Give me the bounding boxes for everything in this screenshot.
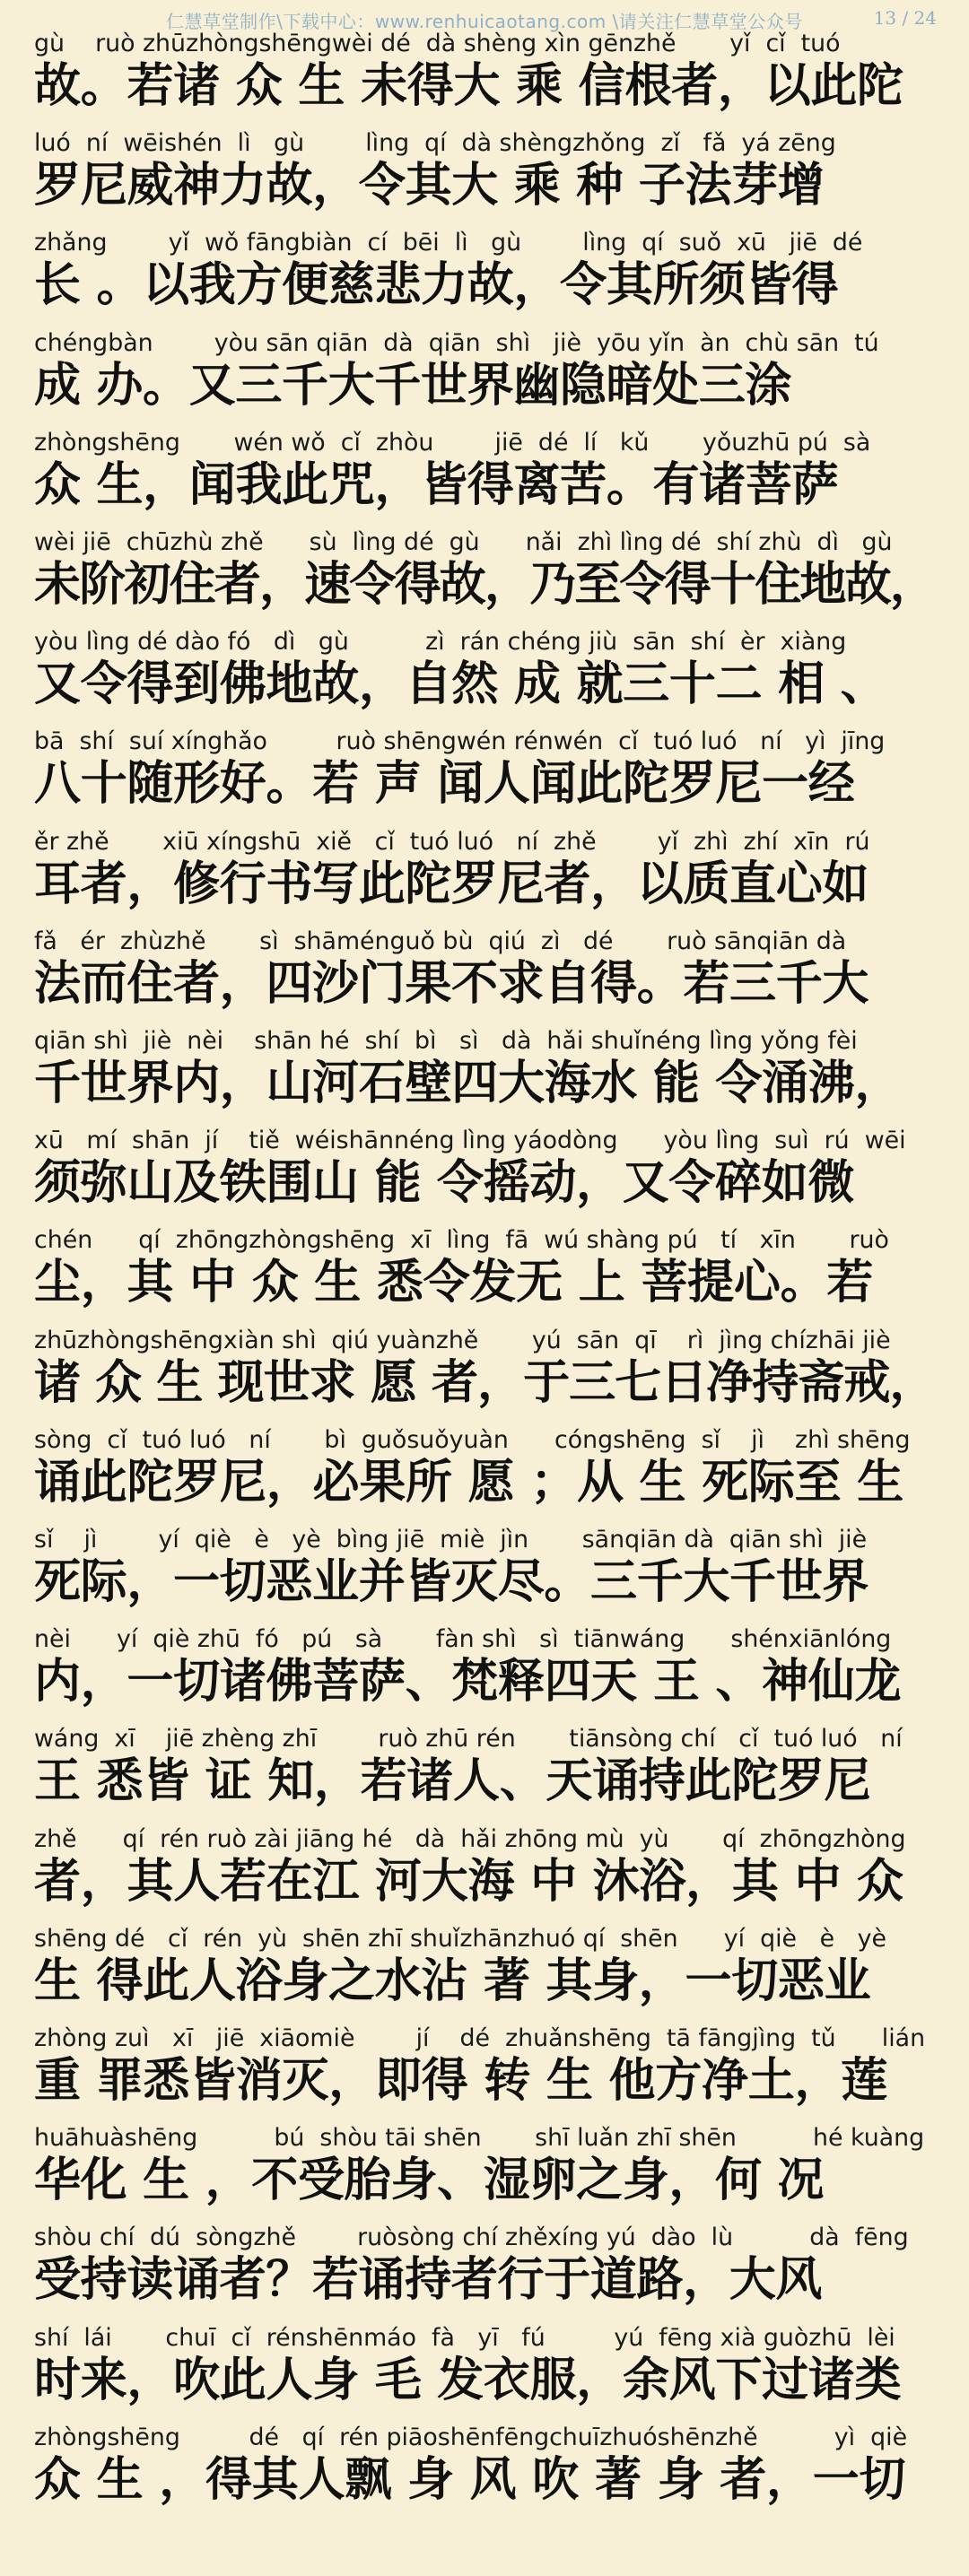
text-line xyxy=(34,230,940,328)
pinyin-line: shòu chí dú sòngzhě ruòsòng chí zhěxíng yú dào lù dà fēng xyxy=(34,2224,909,2252)
pinyin-line: bā shí suí xínghǎo ruò shēngwén rénwén cǐ tuó luó ní yì jīng xyxy=(34,728,886,756)
text-line xyxy=(34,30,940,129)
pinyin-line: zhūzhòngshēngxiàn shì qiú yuànzhě yú sān qī rì jìng chízhāi jiè xyxy=(34,1327,891,1354)
hanzi-line: 八十随形好。若 声 闻人闻此陀罗尼一经 xyxy=(34,757,855,812)
pinyin-line: wáng xī jiē zhèng zhī ruò zhū rén tiānsòng chí cǐ tuó luó ní xyxy=(34,1726,903,1754)
hanzi-line: 诸 众 生 现世求 愿 者，于三七日净持斋戒， xyxy=(34,1355,936,1410)
pinyin-line: sòng cǐ tuó luó ní bì guǒsuǒyuàn cóngshēng sǐ jì zhì shēng xyxy=(34,1426,911,1454)
text-line xyxy=(34,430,940,528)
text-line xyxy=(34,2125,940,2224)
hanzi-line: 生 得此人浴身之水沾 著 其身，一切恶业 xyxy=(34,1954,871,2008)
hanzi-line: 众 生，闻我此咒，皆得离苦。有诸菩萨 xyxy=(34,457,839,512)
pinyin-line: fǎ ér zhùzhě sì shāménguǒ bù qiú zì dé ruò sānqiān dà xyxy=(34,927,847,955)
pinyin-line: gù ruò zhūzhòngshēngwèi dé dà shèng xìn gēnzhě yǐ cǐ tuó xyxy=(34,30,841,57)
hanzi-line: 者，其人若在江 河大海 中 沐浴，其 中 众 xyxy=(34,1854,904,1909)
hanzi-line: 受持读诵者？若诵持者行于道路，大风 xyxy=(34,2253,823,2308)
pinyin-line: nèi yí qiè zhū fó pú sà fàn shì sì tiānwáng shénxiānlóng xyxy=(34,1626,892,1654)
text-line xyxy=(34,1826,940,1925)
hanzi-line: 死际，一切恶业并皆灭尽。三千大千世界 xyxy=(34,1555,869,1609)
pinyin-line: huāhuàshēng bú shòu tāi shēn shī luǎn zhī shēn hé kuàng xyxy=(34,2125,925,2153)
text-line xyxy=(34,330,940,429)
text-line xyxy=(34,629,940,727)
hanzi-line: 重 罪悉皆消灭，即得 转 生 他方净土，莲 xyxy=(34,2054,887,2108)
pinyin-line: chén qí zhōngzhòngshēng xī lìng fā wú shàng pú tí xīn ruò xyxy=(34,1227,889,1255)
hanzi-line: 故。若诸 众 生 未得大 乘 信根者，以此陀 xyxy=(34,59,904,113)
hanzi-line: 成 办。又三千大千世界幽隐暗处三涂 xyxy=(34,358,792,413)
hanzi-line: 须弥山及铁围山 能 令摇动，又令碎如微 xyxy=(34,1156,855,1211)
pinyin-line: shí lái chuī cǐ rénshēnmáo fà yī fú yú fēng xià guòzhū lèi xyxy=(34,2324,895,2352)
pinyin-line: ěr zhě xiū xíngshū xiě cǐ tuó luó ní zhě yǐ zhì zhí xīn rú xyxy=(34,828,870,856)
text-line xyxy=(34,529,940,628)
text-line xyxy=(34,1626,940,1725)
text-line xyxy=(34,1028,940,1127)
pinyin-line: qiān shì jiè nèi shān hé shí bì sì dà hǎi shuǐnéng lìng yǒng fèi xyxy=(34,1028,858,1055)
pinyin-line: zhě qí rén ruò zài jiāng hé dà hǎi zhōng mù yù qí zhōngzhòng xyxy=(34,1825,906,1853)
text-line xyxy=(34,130,940,229)
text-line xyxy=(34,1726,940,1824)
hanzi-line: 内，一切诸佛菩萨、梵释四天 王 、神仙龙 xyxy=(34,1655,902,1710)
hanzi-line: 长 。以我方便慈悲力故，令其所须皆得 xyxy=(34,258,839,313)
hanzi-line: 法而住者，四沙门果不求自得。若三千大 xyxy=(34,956,869,1011)
pinyin-line: zhǎng yǐ wǒ fāngbiàn cí bēi lì gù lìng qí suǒ xū jiē dé xyxy=(34,230,863,257)
pinyin-line: yòu lìng dé dào fó dì gù zì rán chéng jiù sān shí èr xiàng xyxy=(34,629,847,657)
text-line xyxy=(34,2325,940,2424)
pinyin-line: wèi jiē chūzhù zhě sù lìng dé gù nǎi zhì lìng dé shí zhù dì gù xyxy=(34,529,893,556)
text-line xyxy=(34,829,940,927)
hanzi-line: 又令得到佛地故，自然 成 就三十二 相 、 xyxy=(34,657,887,712)
hanzi-line: 诵此陀罗尼，必果所 愿 ；从 生 死际至 生 xyxy=(34,1455,904,1510)
pinyin-line: luó ní wēishén lì gù lìng qí dà shèngzhǒng zǐ fǎ yá zēng xyxy=(34,130,836,158)
hanzi-line: 尘，其 中 众 生 悉令发无 上 菩提心。若 xyxy=(34,1256,874,1310)
pinyin-line: zhòng zuì xī jiē xiāomiè jí dé zhuǎnshēng tā fāngjìng tǔ lián xyxy=(34,2025,926,2052)
pinyin-line: xū mí shān jí tiě wéishānnéng lìng yáodòng yòu lìng suì rú wēi xyxy=(34,1127,906,1155)
text-line xyxy=(34,2025,940,2124)
hanzi-line: 耳者，修行书写此陀罗尼者，以质直心如 xyxy=(34,857,869,911)
text-line xyxy=(34,1527,940,1625)
text-line xyxy=(34,1227,940,1326)
text-line xyxy=(34,1327,940,1426)
pinyin-line: sǐ jì yí qiè è yè bìng jiē miè jìn sānqiān dà qiān shì jiè xyxy=(34,1527,868,1553)
text-line xyxy=(34,1427,940,1526)
hanzi-line: 未阶初住者，速令得故，乃至令得十住地故， xyxy=(34,558,936,612)
hanzi-line: 王 悉皆 证 知，若诸人、天诵持此陀罗尼 xyxy=(34,1754,871,1809)
pinyin-line: zhòngshēng wén wǒ cǐ zhòu jiē dé lí kǔ yǒuzhū pú sà xyxy=(34,429,871,457)
hanzi-line: 千世界内，山河石壁四大海水 能 令涌沸， xyxy=(34,1057,902,1110)
hanzi-line: 罗尼威神力故，令其大 乘 种 子法芽增 xyxy=(34,159,825,213)
pinyin-line: zhòngshēng dé qí rén piāoshēnfēngchuīzhuóshēnzhě yì qiè xyxy=(34,2424,908,2451)
text-line xyxy=(34,1926,940,2024)
text-line xyxy=(34,928,940,1027)
pinyin-line: shēng dé cǐ rén yù shēn zhī shuǐzhānzhuó qí shēn yí qiè è yè xyxy=(34,1925,886,1953)
pinyin-line: chéngbàn yòu sān qiān dà qiān shì jiè yōu yǐn àn chù sān tú xyxy=(34,329,879,357)
text-line xyxy=(34,728,940,827)
header-watermark-text: 仁慧草堂制作\下载中心：www.renhuicaotang.com \请关注仁慧草堂公众号 xyxy=(166,11,803,32)
hanzi-line: 华化 生 ，不受胎身、湿卵之身，何 况 xyxy=(34,2154,825,2208)
text-line xyxy=(34,2424,940,2523)
text-line xyxy=(34,1127,940,1226)
page-number: 13 / 24 xyxy=(873,7,937,29)
text-line xyxy=(34,2224,940,2323)
hanzi-line: 众 生 ，得其人飘 身 风 吹 著 身 者，一切 xyxy=(34,2452,906,2507)
hanzi-line: 时来，吹此人身 毛 发衣服，余风下过诸类 xyxy=(34,2353,902,2407)
